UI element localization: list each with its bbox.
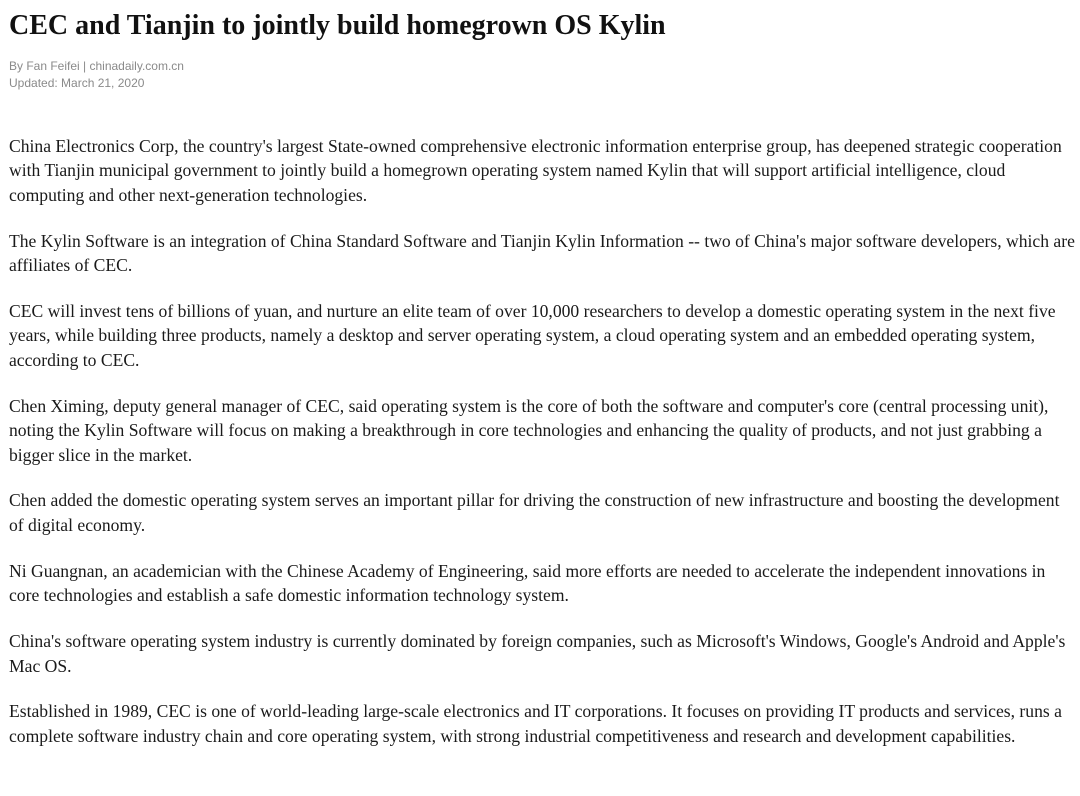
paragraph: China Electronics Corp, the country's largest State-owned comprehensive electronic information enterprise group, has deepened strategic cooperation with Tianjin municipal government to jointly build a homegrown operating system named Kylin that will support artificial intelligence, cloud computing and other next-generation technologies.	[9, 136, 1062, 205]
paragraph: CEC will invest tens of billions of yuan, and nurture an elite team of over 10,000 researchers to develop a domestic operating system in the next five years, while building three products, namely a desktop and server operating system, a cloud operating system and an embedded operating system, according to CEC.	[9, 301, 1056, 370]
byline: By Fan Feifei | chinadaily.com.cn	[9, 59, 184, 73]
article-meta	[9, 58, 1077, 92]
paragraph: Chen added the domestic operating system serves an important pillar for driving the construction of new infrastructure and boosting the development of digital economy.	[9, 490, 1060, 535]
paragraph: The Kylin Software is an integration of China Standard Software and Tianjin Kylin Information -- two of China's major software developers, which are affiliates of CEC.	[9, 230, 1075, 276]
paragraph: Ni Guangnan, an academician with the Chinese Academy of Engineering, said more efforts are needed to accelerate the independent innovations in core technologies and establish a safe domestic information technology system.	[9, 560, 1046, 606]
paragraph: Established in 1989, CEC is one of world-leading large-scale electronics and IT corporations. It focuses on providing IT products and services, runs a complete software industry chain and core operating system, with strong industrial competitiveness and research and development capabilities.	[9, 701, 1062, 746]
article	[9, 0, 1077, 770]
paragraph: China's software operating system industry is currently dominated by foreign companies, such as Microsoft's Windows, Google's Android and Apple's Mac OS.	[9, 631, 1066, 676]
paragraph: Chen Ximing, deputy general manager of CEC, said operating system is the core of both the software and computer's core (central processing unit), noting the Kylin Software will focus on making a breakthrough in core technologies and enhancing the quality of products, and not just grabbing a bigger slice in the market.	[9, 395, 1049, 465]
article-headline: CEC and Tianjin to jointly build homegrown OS Kylin	[9, 10, 666, 41]
article-body	[9, 134, 1077, 748]
updated-date: Updated: March 21, 2020	[9, 76, 145, 90]
